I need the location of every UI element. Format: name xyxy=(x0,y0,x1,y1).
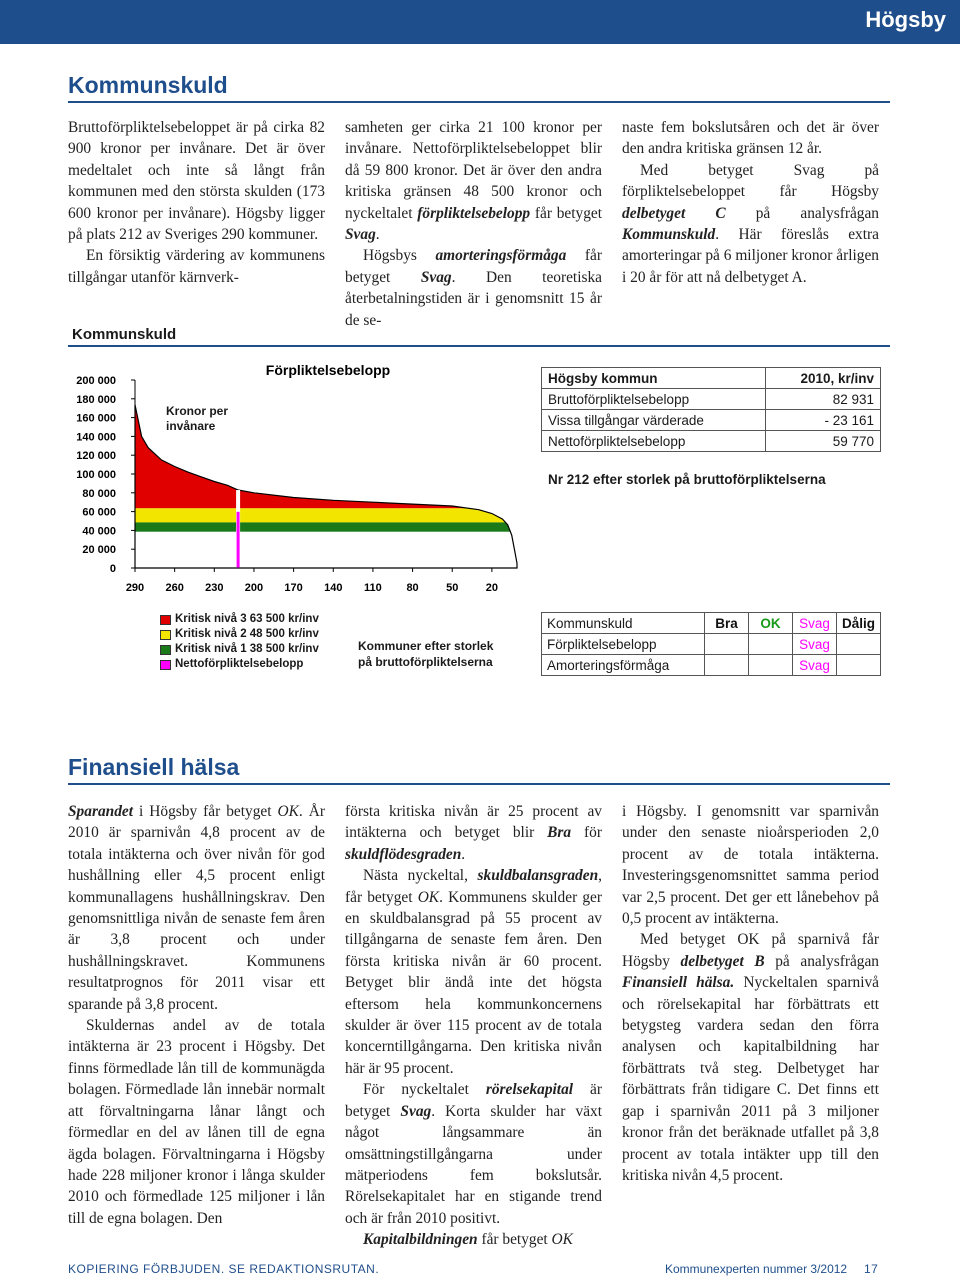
y-tick-label: 200 000 xyxy=(76,375,116,387)
table-header-cell: 2010, kr/inv xyxy=(766,368,881,389)
y-tick-label: 80 000 xyxy=(82,487,116,500)
grade-col-svag: Svag xyxy=(792,613,836,634)
y-tick-label: 180 000 xyxy=(76,393,116,406)
x-tick-label: 230 xyxy=(205,582,224,594)
grade-col-dalig: Dålig xyxy=(836,613,880,634)
top-banner xyxy=(0,0,960,44)
paragraph: i Högsby. I genomsnitt var sparnivån under den senaste nioårsperioden 2,0 procent av de totala intäkterna. Investeringsgenomsnittet samma period var 2,5 procent. Det ger ett lånebehov på 0,5 procent av intäkterna. xyxy=(622,803,879,928)
section-title-finansiell-halsa: Finansiell hälsa xyxy=(68,754,240,780)
grade-col-ok: OK xyxy=(748,613,792,634)
paragraph: naste fem bokslutsåren och det är över den andra kritiska gränsen 12 år. xyxy=(622,119,879,158)
unit-label-wrap xyxy=(166,404,256,440)
y-tick-label: 0 xyxy=(109,563,116,575)
legend-label: Kritisk nivå 2 48 500 kr/inv xyxy=(175,628,319,640)
text-column-3 xyxy=(622,117,879,288)
text-column-1 xyxy=(68,117,325,288)
y-tick-label: 160 000 xyxy=(76,412,116,425)
legend-label: Kritisk nivå 1 38 500 kr/inv xyxy=(175,643,319,655)
chart-section-heading: Kommunskuld xyxy=(72,326,177,343)
x-tick-label: 110 xyxy=(364,582,382,594)
x-axis-caption: Kommuner efter storlek på bruttoförpliktelserna xyxy=(358,639,494,669)
table-header-row xyxy=(542,368,881,389)
text-column-1 xyxy=(68,801,325,1229)
chart-legend xyxy=(160,612,319,672)
paragraph: Sparandet i Högsby får betyget OK. År 2010 är sparnivån 4,8 procent av de totala intäkterna och över nivån för god hushållning eller 4,5 procent enligt kommunallagens hushållningskrav. Den genomsnittliga nivån de senaste fem åren är 3,8 procent och under hushållningskravet. Kommunens resultatprognos för 2011 visar ett sparande på 3,8 procent. xyxy=(68,803,325,1013)
legend-item xyxy=(160,612,319,627)
section-rule xyxy=(68,345,890,347)
band-below-level-1 xyxy=(135,532,517,568)
text-column-3 xyxy=(622,801,879,1186)
paragraph: Nästa nyckeltal, skuldbalansgraden, får betyget OK. Kommunens skulder ger en skuldbalansgrad på 55 procent av tillgångarna de senaste fem åren. Den första kritiska nivån är 60 procent. Betyget blir ändå inte det högsta eftersom hela kommunkoncernens skulder är över 115 procent av de totala koncerntillgångarna. Den kritiska nivån här är 95 procent. xyxy=(345,867,602,1077)
band-critical-level-2 xyxy=(135,508,517,522)
y-tick-label: 60 000 xyxy=(82,506,116,519)
legend-label: Kritisk nivå 3 63 500 kr/inv xyxy=(175,613,319,625)
grade-col-bra: Bra xyxy=(704,613,748,634)
grade-row-label: Amorteringsförmåga xyxy=(542,655,705,676)
paragraph: Kapitalbildningen får betyget OK xyxy=(363,1231,573,1249)
legend-swatch xyxy=(160,645,171,655)
grade-row xyxy=(542,634,881,655)
grade-table-title: Kommunskuld xyxy=(542,613,705,634)
x-tick-label: 80 xyxy=(406,582,419,594)
text-column-2 xyxy=(345,117,602,331)
legend-item xyxy=(160,627,319,642)
grade-row-label: Förpliktelsebelopp xyxy=(542,634,705,655)
section-rule xyxy=(68,101,890,103)
table-row xyxy=(542,431,881,452)
legend-item xyxy=(160,642,319,657)
x-tick-label: 140 xyxy=(324,582,343,594)
debt-summary-table xyxy=(541,367,881,452)
section-title-kommunskuld: Kommunskuld xyxy=(68,72,228,98)
paragraph: En försiktig värdering av kommunens tillgångar utanför kärnverk- xyxy=(68,247,325,286)
table-cell: 82 931 xyxy=(766,389,881,410)
paragraph: För nyckeltalet rörelsekapital är betyget Svag. Korta skulder har växt något långsammare än omsättningstillgångarna under mätperiodens fem bokslutsår. Rörelsekapitalet har en stigande trend och är från 2010 positivt. xyxy=(345,1081,602,1227)
x-tick-label: 200 xyxy=(244,582,264,594)
debt-chart xyxy=(62,360,532,600)
legend-swatch xyxy=(160,615,171,625)
band-critical-level-1 xyxy=(135,522,517,531)
table-row xyxy=(542,410,881,431)
y-tick-label: 20 000 xyxy=(82,544,116,557)
hogsby-net-marker xyxy=(237,512,240,568)
table-row xyxy=(542,389,881,410)
paragraph: samheten ger cirka 21 100 kronor per invånare. Nettoförpliktelsebeloppet blir då 59 800 kronor. Det är över den andra kritiska gränsen 48 500 kronor och nyckeltalet förpliktelsebelopp får betyget Svag. xyxy=(345,119,602,244)
table-cell: Nettoförpliktelsebelopp xyxy=(542,431,766,452)
legend-item xyxy=(160,657,319,672)
paragraph: Bruttoförpliktelsebeloppet är på cirka 82 900 kronor per invånare. Det är över medeltalet och inte så långt från kommunen med den största skulden (173 600 kronor per invånare). Högsby ligger på plats 212 av Sveriges 290 kommuner. xyxy=(68,119,325,244)
paragraph: Med betyget OK på sparnivå får Högsby delbetyget B på analysfrågan Finansiell hälsa. Nyckeltalen sparnivå och rörelsekapital har förbättrats ett betygsteg vardera sedan den förra analysen och kapitalbildning har förbättrats två steg. Delbetyget har förbättrats från tidigare C. Det finns ett gap i sparnivån 2011 på 3 miljoner kronor från det beräknade utfallet på 3,8 procent av totala intäkter upp till den kritiska nivån 4,5 procent. xyxy=(622,931,879,1184)
table-cell: Vissa tillgångar värderade xyxy=(542,410,766,431)
x-axis xyxy=(126,568,517,594)
table-cell: - 23 161 xyxy=(766,410,881,431)
section-rule xyxy=(68,783,890,785)
paragraph: Skuldernas andel av de totala intäkterna är 23 procent i Högsby. Det finns förmedlade lån till de kommunägda bolagen. Förmedlade lån innebär normalt att förvaltningarna lånar långt och förmedlar en del av lånen till de egna ägda bolagen. Förvaltningarna i Högsby hade 228 miljoner kronor i långa skulder 2010 och förmedlade 125 miljoner i lån till de egna bolagen. Den xyxy=(68,1017,325,1227)
x-tick-label: 170 xyxy=(284,582,303,594)
legend-label: Nettoförpliktelsebelopp xyxy=(175,658,304,670)
grade-row xyxy=(542,655,881,676)
text-column-2 xyxy=(345,801,602,1251)
y-axis xyxy=(76,375,135,575)
rank-note: Nr 212 efter storlek på bruttoförpliktelserna xyxy=(548,472,826,487)
grade-value: Svag xyxy=(792,634,836,655)
y-tick-label: 120 000 xyxy=(76,450,116,463)
chart-title: Förpliktelsebelopp xyxy=(265,362,391,378)
table-cell: 59 770 xyxy=(766,431,881,452)
municipality-title: Högsby xyxy=(865,7,946,32)
footer-publication: Kommunexperten nummer 3/2012 xyxy=(665,1262,848,1276)
paragraph: första kritiska nivån är 25 procent av intäkterna och betyget blir Bra för skuldflödesgraden. xyxy=(345,803,602,863)
y-tick-label: 100 000 xyxy=(76,469,116,481)
legend-swatch xyxy=(160,660,171,670)
table-header-cell: Högsby kommun xyxy=(542,368,766,389)
paragraph: Högsbys amorteringsförmåga får betyget Svag. Den teoretiska återbetalningstiden är i genomsnitt 15 år de se- xyxy=(345,247,602,329)
unit-label: Kronor per invånare xyxy=(166,404,229,433)
table-cell: Bruttoförpliktelsebelopp xyxy=(542,389,766,410)
y-tick-label: 40 000 xyxy=(82,525,116,538)
paragraph: Med betyget Svag på förpliktelsebeloppet får Högsby delbetyget C på analysfrågan Kommunskuld. Här föreslås extra amorteringar på 6 miljoner kronor årligen i 20 år för att nå delbetyget A. xyxy=(622,161,879,286)
band-critical-level-3 xyxy=(135,380,517,508)
y-tick-label: 140 000 xyxy=(76,431,116,444)
footer-copyright: KOPIERING FÖRBJUDEN. SE REDAKTIONSRUTAN. xyxy=(68,1262,380,1276)
x-tick-label: 260 xyxy=(165,582,184,594)
grade-header-row xyxy=(542,613,881,634)
grade-value: Svag xyxy=(792,655,836,676)
legend-swatch xyxy=(160,630,171,640)
grade-table xyxy=(541,612,881,676)
x-tick-label: 20 xyxy=(485,582,499,594)
x-tick-label: 50 xyxy=(446,582,459,594)
x-tick-label: 290 xyxy=(125,582,145,594)
page-number: 17 xyxy=(864,1262,879,1276)
